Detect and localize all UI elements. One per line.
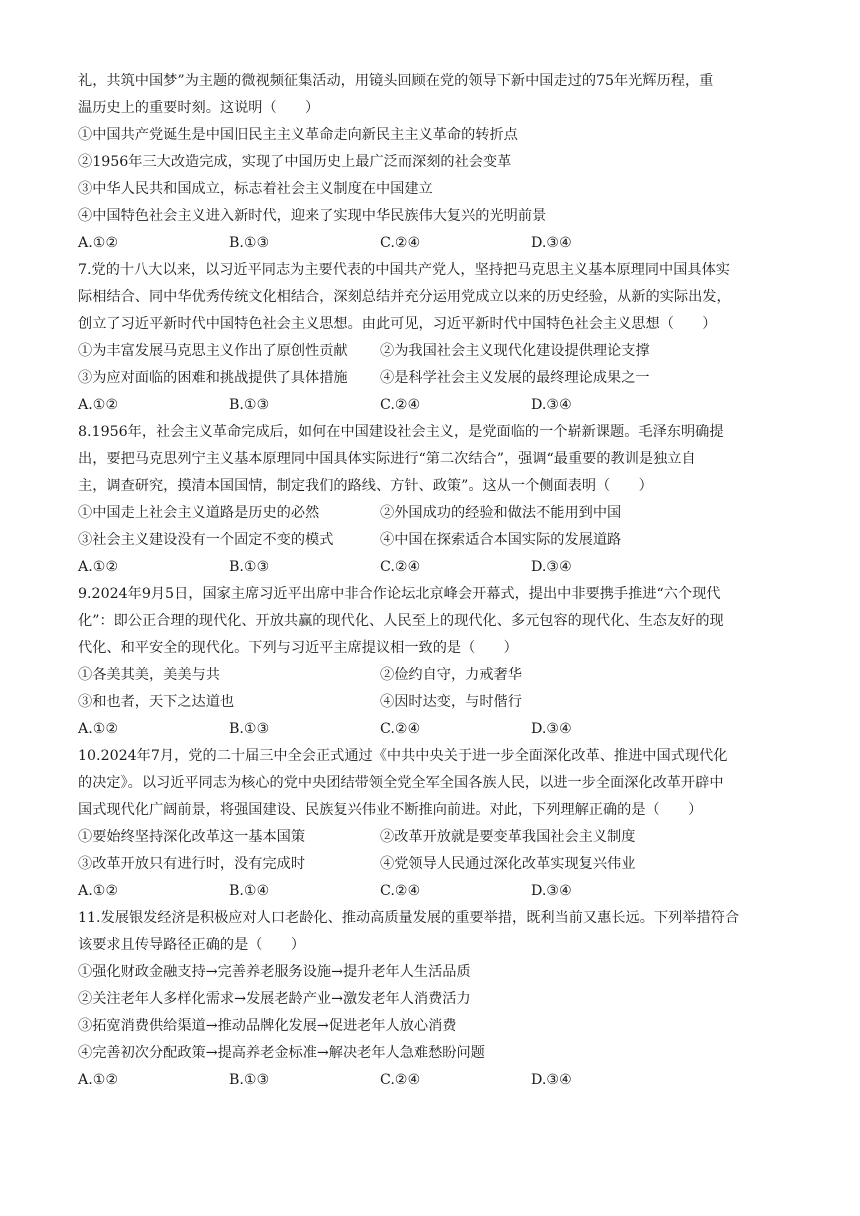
question-stem-line: 礼，共筑中国梦”为主题的微视频征集活动，用镜头回顾在党的领导下新中国走过的75年光辉历程，重: [78, 73, 714, 89]
question-8: [78, 419, 784, 581]
statement-row: [78, 662, 784, 689]
option-c: C.②④: [380, 721, 421, 737]
statement: ④中国在探索适合本国实际的发展道路: [380, 532, 622, 548]
option-c: C.②④: [380, 883, 421, 899]
statement: ③社会主义建设没有一个固定不变的模式: [78, 532, 334, 548]
statement: ②俭约自守，力戒奢华: [380, 667, 522, 683]
statement: ②改革开放就是要变革我国社会主义制度: [380, 829, 636, 845]
statement-row: [78, 527, 784, 554]
option-a: A.①②: [78, 397, 119, 413]
question-stem-line: 的决定》。以习近平同志为核心的党中央团结带领全党全军全国各族人民，以进一步全面深化改革开辟中: [78, 775, 724, 791]
statement: ①中国走上社会主义道路是历史的必然: [78, 505, 320, 521]
option-c: C.②④: [380, 235, 421, 251]
option-b: B.①③: [229, 721, 270, 737]
question-stem-line: 7.党的十八大以来，以习近平同志为主要代表的中国共产党人，坚持把马克思主义基本原理同中国具体实: [78, 262, 730, 278]
question-stem-line: 主，调查研究，摸清本国国情，制定我们的路线、方针、政策”。这从一个侧面表明（ ）: [78, 478, 653, 494]
answer-options: [78, 554, 784, 581]
option-d: D.③④: [531, 235, 572, 251]
option-a: A.①②: [78, 559, 119, 575]
statement-row: [78, 365, 784, 392]
statement: ①要始终坚持深化改革这一基本国策: [78, 829, 306, 845]
statement: ①各美其美，美美与共: [78, 667, 220, 683]
option-a: A.①②: [78, 235, 119, 251]
question-stem-line: 化”：即公正合理的现代化、开放共赢的现代化、人民至上的现代化、多元包容的现代化、生态友好的现: [78, 613, 724, 629]
option-b: B.①③: [229, 559, 270, 575]
question-stem-line: 11.发展银发经济是积极应对人口老龄化、推动高质量发展的重要举措，既利当前又惠长远。下列举措符合: [78, 910, 740, 926]
question-11: [78, 905, 784, 1094]
option-b: B.①④: [229, 883, 270, 899]
option-a: A.①②: [78, 721, 119, 737]
option-b: B.①③: [229, 397, 270, 413]
question-list: [78, 68, 784, 1094]
statement-row: [78, 500, 784, 527]
option-a: A.①②: [78, 1072, 119, 1088]
statement: ④完善初次分配政策→提高养老金标准→解决老年人急难愁盼问题: [78, 1045, 485, 1061]
option-d: D.③④: [531, 559, 572, 575]
statement: ②外国成功的经验和做法不能用到中国: [380, 505, 622, 521]
option-c: C.②④: [380, 559, 421, 575]
question-10: [78, 743, 784, 905]
statement-row: [78, 338, 784, 365]
statement: ①中国共产党诞生是中国旧民主主义革命走向新民主主义革命的转折点: [78, 127, 518, 143]
question-stem-line: 9.2024年9月5日，国家主席习近平出席中非合作论坛北京峰会开幕式，提出中非要携手推进“六个现代: [78, 586, 721, 602]
statement: ②1956年三大改造完成，实现了中国历史上最广泛而深刻的社会变革: [78, 154, 512, 170]
statement-row: [78, 824, 784, 851]
statement: ④党领导人民通过深化改革实现复兴伟业: [380, 856, 636, 872]
statement: ④是科学社会主义发展的最终理论成果之一: [380, 370, 650, 386]
question-stem-line: 温历史上的重要时刻。这说明（ ）: [78, 100, 320, 116]
option-b: B.①③: [229, 1072, 270, 1088]
statement: ③中华人民共和国成立，标志着社会主义制度在中国建立: [78, 181, 433, 197]
question-6: [78, 68, 784, 257]
answer-options: [78, 230, 784, 257]
question-stem-line: 创立了习近平新时代中国特色社会主义思想。由此可见，习近平新时代中国特色社会主义思想（ ）: [78, 316, 717, 332]
statement: ②为我国社会主义现代化建设提供理论支撑: [380, 343, 650, 359]
question-stem-line: 际相结合、同中华优秀传统文化相结合，深刻总结并充分运用党成立以来的历史经验，从新的实际出发，: [78, 289, 731, 305]
question-stem-line: 8.1956年，社会主义革命完成后，如何在中国建设社会主义，是党面临的一个崭新课题。毛泽东明确提: [78, 424, 724, 440]
option-a: A.①②: [78, 883, 119, 899]
question-stem-line: 10.2024年7月，党的二十届三中全会正式通过《中共中央关于进一步全面深化改革、推进中国式现代化: [78, 748, 728, 764]
question-stem-line: 国式现代化广阔前景，将强国建设、民族复兴伟业不断推向前进。对此，下列理解正确的是（ ）: [78, 802, 703, 818]
statement-row: [78, 689, 784, 716]
answer-options: [78, 392, 784, 419]
statement: ④中国特色社会主义进入新时代，迎来了实现中华民族伟大复兴的光明前景: [78, 208, 547, 224]
statement: ①强化财政金融支持→完善养老服务设施→提升老年人生活品质: [78, 964, 471, 980]
statement-row: [78, 851, 784, 878]
option-d: D.③④: [531, 1072, 572, 1088]
answer-options: [78, 1067, 784, 1094]
statement: ③和也者，天下之达道也: [78, 694, 235, 710]
statement: ①为丰富发展马克思主义作出了原创性贡献: [78, 343, 348, 359]
question-stem-line: 该要求且传导路径正确的是（ ）: [78, 937, 306, 953]
statement: ③改革开放只有进行时，没有完成时: [78, 856, 306, 872]
answer-options: [78, 878, 784, 905]
question-stem-line: 出，要把马克思列宁主义基本原理同中国具体实际进行“第二次结合”，强调“最重要的教训是独立自: [78, 451, 696, 467]
question-7: [78, 257, 784, 419]
option-d: D.③④: [531, 397, 572, 413]
question-9: [78, 581, 784, 743]
option-c: C.②④: [380, 1072, 421, 1088]
answer-options: [78, 716, 784, 743]
statement: ④因时达变，与时偕行: [380, 694, 522, 710]
statement: ③拓宽消费供给渠道→推动品牌化发展→促进老年人放心消费: [78, 1018, 457, 1034]
option-c: C.②④: [380, 397, 421, 413]
statement: ②关注老年人多样化需求→发展老龄产业→激发老年人消费活力: [78, 991, 471, 1007]
option-d: D.③④: [531, 883, 572, 899]
option-b: B.①③: [229, 235, 270, 251]
statement: ③为应对面临的困难和挑战提供了具体措施: [78, 370, 348, 386]
option-d: D.③④: [531, 721, 572, 737]
question-stem-line: 代化、和平安全的现代化。下列与习近平主席提议相一致的是（ ）: [78, 640, 518, 656]
